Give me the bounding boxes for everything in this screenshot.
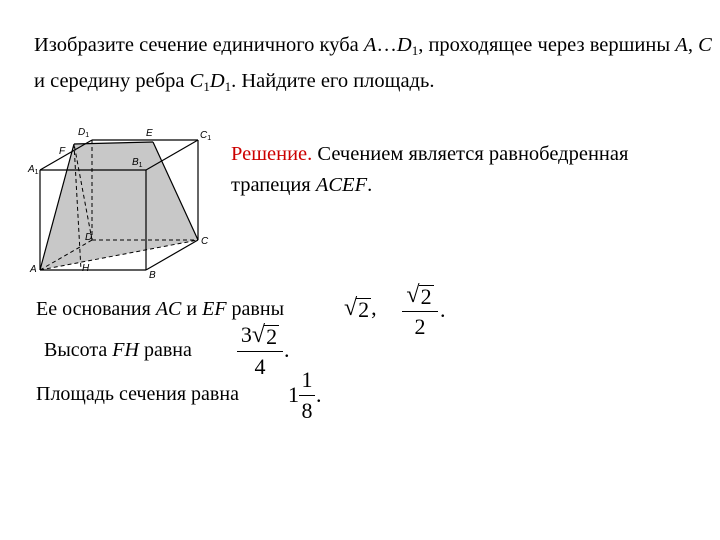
bases-label-1: Ее основания [36,298,156,320]
edge-subscript-2: 1 [224,79,232,94]
radicand: 2 [358,297,370,322]
problem-text-2: , проходящее через вершины [418,34,676,56]
fraction-denominator: 8 [301,398,313,423]
sqrt-2 [406,283,433,308]
label-b1: $B_1$ [132,157,143,169]
vertex-c: C [698,34,712,56]
bases-and: и [181,298,203,320]
height-fraction [237,323,283,379]
problem-text-3: и середину ребра [34,70,190,92]
radicand: 2 [266,324,278,349]
trapezoid-name: ACEF [315,174,368,196]
segment-fh: FH [112,339,139,361]
coefficient: 3 [240,322,252,347]
label-d: D [85,232,93,243]
fraction-numerator [402,283,438,308]
bases-comma: , [371,295,377,320]
height-label-2: равна [138,339,192,361]
fraction-denominator: 4 [254,354,266,379]
fraction-numerator: 1 [301,367,313,392]
solution-period: . [367,174,373,196]
label-a: A [30,264,37,275]
ellipsis: … [376,34,397,56]
base2-period: . [440,297,446,322]
subscript-1: 1 [411,43,419,58]
fraction-bar [402,311,438,312]
fraction-bar [299,395,315,396]
sqrt-2 [344,296,371,321]
area-label: Площадь сечения равна [36,383,239,405]
label-c: C [201,236,209,247]
edge-subscript-1: 1 [203,79,210,94]
area-period: . [316,382,322,407]
problem-statement [34,30,714,102]
label-b: B [149,270,156,281]
label-f: F [59,146,66,157]
solution-text: Сечением является равнобедренная трапеция [231,143,629,196]
sqrt-2 [252,323,279,348]
fraction-denominator: 2 [414,314,426,339]
base2-fraction [402,283,438,339]
edge-c: C [189,70,204,92]
comma: , [687,34,699,56]
height-line [44,338,192,362]
fraction-bar [237,351,283,352]
problem-text-4: . Найдите его площадь. [231,70,435,92]
base1-value [344,296,377,321]
height-period: . [284,337,290,362]
vertex-a: A [675,34,688,56]
segment-ac: AC [155,298,182,320]
problem-text-1: Изобразите сечение единичного куба [34,34,364,56]
area-fraction [299,368,315,423]
label-a1: $A_1$ [28,164,39,176]
solution-intro [231,139,711,201]
fraction-numerator [237,323,283,348]
height-label-1: Высота [44,339,113,361]
radical-sign: √ [344,295,358,321]
edge-d: D [209,70,225,92]
label-e: E [146,128,153,139]
radical-sign: √ [406,282,420,308]
segment-ef: EF [202,298,227,320]
area-line [36,382,239,406]
radicand: 2 [420,284,432,309]
section-trapezoid [40,142,198,270]
radical-sign: √ [251,322,266,348]
label-h: H [82,263,90,274]
label-c1: $C_1$ [200,130,212,142]
cube-vertex-d: D [396,34,412,56]
bases-label-2: равны [226,298,285,320]
area-whole-part: 1 [288,382,299,407]
label-d1: $D_1$ [78,127,90,139]
cube-vertex-a: A [363,34,377,56]
solution-word: Решение. [231,143,313,165]
bases-line [36,297,284,321]
cube-diagram [26,120,236,282]
